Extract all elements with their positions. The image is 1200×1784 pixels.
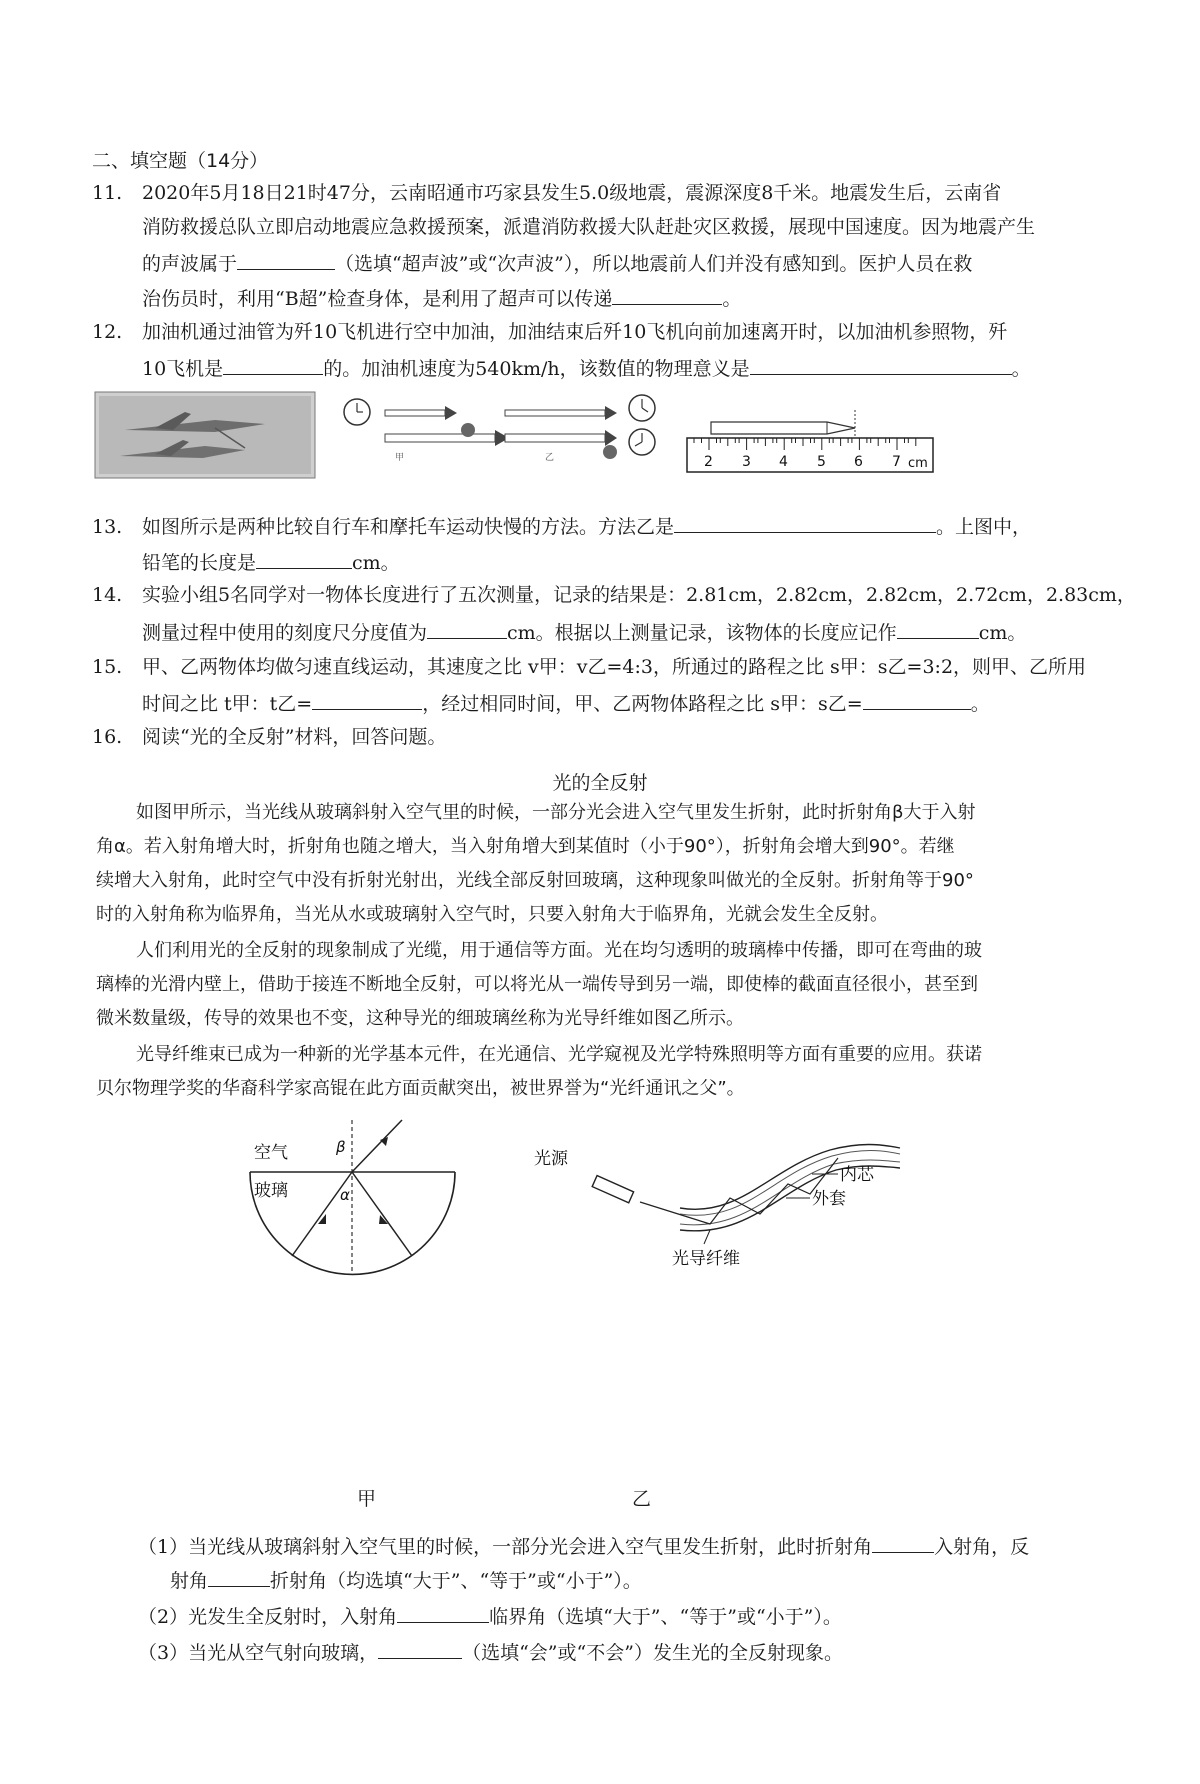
q16-intro: 阅读“光的全反射”材料，回答问题。 xyxy=(142,726,447,748)
figure-label-yi: 乙 xyxy=(545,453,555,463)
q15-line-1: 甲、乙两物体均做匀速直线运动，其速度之比 v甲：v乙=4:3，所通过的路程之比 s甲：s乙=3:2，则甲、乙所用 xyxy=(142,656,1087,678)
article-title: 光的全反射 xyxy=(552,772,648,794)
q11-line-1: 2020年5月18日21时47分，云南昭通市巧家县发生5.0级地震，震源深度8千米。地震发生后，云南省 xyxy=(142,182,1002,204)
article-p3-line: 光导纤维束已成为一种新的光学基本元件，在光通信、光学窥视及光学特殊照明等方面有重要的应用。获诺 xyxy=(136,1044,982,1065)
answer-blank[interactable] xyxy=(674,516,936,533)
answer-blank[interactable] xyxy=(237,253,335,270)
q12-text: 的。加油机速度为540km/h，该数值的物理意义是 xyxy=(323,358,750,380)
sub1-text: 射角 xyxy=(170,1570,209,1592)
article-p2-line: 微米数量级，传导的效果也不变，这种导光的细玻璃丝称为光导纤维如图乙所示。 xyxy=(96,1008,744,1029)
label-optical-fiber: 光导纤维 xyxy=(672,1249,740,1269)
q11-text: 治伤员时，利用“B超”检查身体，是利用了超声可以传递 xyxy=(142,288,613,310)
motorcycle-icon xyxy=(603,445,617,459)
ruler-tick-label: 6 xyxy=(854,454,863,470)
ruler-tick-label: 5 xyxy=(817,454,826,470)
q15-text: 时间之比 t甲：t乙= xyxy=(142,693,313,715)
ruler-figure xyxy=(687,410,933,472)
question-12 xyxy=(92,323,1007,342)
sub1-text: 折射角（均选填“大于”、“等于”或“小于”）。 xyxy=(270,1570,642,1592)
sub1-text: （1）当光线从玻璃斜射入空气里的时候，一部分光会进入空气里发生折射，此时折射角 xyxy=(138,1536,873,1558)
question-number: 14. xyxy=(92,584,123,606)
q11-text: （选填“超声波”或“次声波”），所以地震前人们并没有感知到。医护人员在救 xyxy=(335,253,973,275)
sub3-text: （3）当光从空气射向玻璃， xyxy=(138,1642,379,1664)
aircraft-photo xyxy=(95,392,315,478)
answer-blank[interactable] xyxy=(397,1606,489,1623)
q12-line-1: 加油机通过油管为歼10飞机进行空中加油，加油结束后歼10飞机向前加速离开时，以加油机参照物，歼 xyxy=(142,321,1008,343)
q14-text: cm。根据以上测量记录，该物体的长度应记作 xyxy=(507,622,897,644)
question-number: 12. xyxy=(92,321,123,343)
q13-line-2 xyxy=(142,552,400,573)
label-beta: β xyxy=(336,1138,346,1156)
article-p1-line: 如图甲所示，当光线从玻璃斜射入空气里的时候，一部分光会进入空气里发生折射，此时折射角β大于入射 xyxy=(136,802,976,823)
q12-text: 。 xyxy=(1011,358,1031,380)
arrow-icon xyxy=(605,406,617,420)
arrow-icon xyxy=(605,430,617,446)
q11-text: 的声波属于 xyxy=(142,253,238,275)
pencil xyxy=(711,422,855,434)
q12-line-2 xyxy=(142,358,1031,379)
question-number: 15. xyxy=(92,656,123,678)
q14-line-1: 实验小组5名同学对一物体长度进行了五次测量，记录的结果是：2.81cm，2.82cm，2.82cm，2.72cm，2.83cm， xyxy=(142,584,1136,606)
figure-label-jia: 甲 xyxy=(395,453,405,463)
subquestion-2 xyxy=(138,1606,842,1627)
figure-yi-optical-fiber xyxy=(534,1128,900,1328)
answer-blank[interactable] xyxy=(897,622,979,639)
arrow-icon xyxy=(445,406,457,420)
question-number: 16. xyxy=(92,726,123,748)
answer-blank[interactable] xyxy=(223,358,323,375)
section-title: 二、填空题（14分） xyxy=(92,150,269,172)
question-number: 11. xyxy=(92,182,123,204)
question-number: 13. xyxy=(92,516,123,538)
subquestion-1-line-2 xyxy=(170,1570,642,1591)
figure-row xyxy=(95,390,1085,500)
q11-line-3 xyxy=(142,253,972,274)
figure-yi-caption: 乙 xyxy=(632,1488,652,1510)
ruler-unit: cm xyxy=(908,456,928,471)
label-glass: 玻璃 xyxy=(254,1181,288,1201)
answer-blank[interactable] xyxy=(427,622,507,639)
q13-text: 铅笔的长度是 xyxy=(142,552,257,574)
q15-line-2 xyxy=(142,693,990,714)
label-core: 内芯 xyxy=(840,1165,874,1185)
ruler-tick-label: 7 xyxy=(892,454,901,470)
bicycle-icon xyxy=(461,423,475,437)
incident-ray xyxy=(292,1172,352,1256)
answer-blank[interactable] xyxy=(378,1642,462,1659)
question-13 xyxy=(92,516,1031,537)
question-11 xyxy=(92,184,1001,203)
sub2-text: （2）光发生全反射时，入射角 xyxy=(138,1606,398,1628)
q14-text: cm。 xyxy=(978,622,1027,644)
q15-text: 。 xyxy=(970,693,990,715)
figure-jia-caption: 甲 xyxy=(357,1488,377,1510)
light-path xyxy=(640,1158,838,1224)
q11-line-4 xyxy=(142,288,741,309)
q13-text: 。上图中， xyxy=(936,516,1032,538)
article-p2-line: 人们利用光的全反射的现象制成了光缆，用于通信等方面。光在均匀透明的玻璃棒中传播，即可在弯曲的玻 xyxy=(136,940,982,961)
q13-text: cm。 xyxy=(352,552,400,574)
article-p1-line: 时的入射角称为临界角，当光从水或玻璃射入空气时，只要入射角大于临界角，光就会发生全反射。 xyxy=(96,904,888,925)
subquestion-1 xyxy=(138,1536,1029,1557)
article-p1-line: 角α。若入射角增大时，折射角也随之增大，当入射角增大到某值时（小于90°），折射角会增大到90°。若继 xyxy=(96,836,955,857)
label-light-source: 光源 xyxy=(534,1149,568,1169)
question-15 xyxy=(92,658,1086,677)
answer-blank[interactable] xyxy=(208,1570,270,1587)
sub2-text: 临界角（选填“大于”、“等于”或“小于”）。 xyxy=(489,1606,842,1628)
figure-jia-refraction xyxy=(230,1120,480,1360)
ruler-tick-label: 2 xyxy=(704,454,713,470)
article-p2-line: 璃棒的光滑内壁上，借助于接连不断地全反射，可以将光从一端传导到另一端，即使棒的截面直径很小，甚至到 xyxy=(96,974,978,995)
q11-line-2: 消防救援总队立即启动地震应急救援预案，派遣消防救援大队赶赴灾区救援，展现中国速度。因为地震产生 xyxy=(142,216,1036,238)
q12-text: 10飞机是 xyxy=(142,358,224,380)
q13-text: 如图所示是两种比较自行车和摩托车运动快慢的方法。方法乙是 xyxy=(142,516,675,538)
reflected-ray xyxy=(352,1172,412,1256)
light-source xyxy=(592,1176,633,1203)
label-air: 空气 xyxy=(254,1143,288,1163)
subquestion-3 xyxy=(138,1642,843,1663)
sub3-text: （选填“会”或“不会”）发生光的全反射现象。 xyxy=(462,1642,843,1664)
answer-blank[interactable] xyxy=(872,1536,934,1553)
q14-text: 测量过程中使用的刻度尺分度值为 xyxy=(142,622,428,644)
answer-blank[interactable] xyxy=(863,693,971,710)
label-alpha: α xyxy=(340,1186,350,1204)
article-p1-line: 续增大入射角，此时空气中没有折射光射出，光线全部反射回玻璃，这种现象叫做光的全反射。折射角等于90° xyxy=(96,870,974,891)
article-p3-line: 贝尔物理学奖的华裔科学家高锟在此方面贡献突出，被世界誉为“光纤通讯之父”。 xyxy=(96,1078,745,1099)
q14-line-2 xyxy=(142,622,1026,643)
ruler-tick-label: 4 xyxy=(779,454,788,470)
ruler-tick-label: 3 xyxy=(742,454,751,470)
question-14 xyxy=(92,586,1136,605)
speed-comparison-diagram xyxy=(344,395,655,463)
question-16 xyxy=(92,728,446,747)
answer-blank[interactable] xyxy=(256,552,352,569)
answer-blank[interactable] xyxy=(312,693,422,710)
q11-text: 。 xyxy=(722,288,742,310)
sub1-text: 入射角，反 xyxy=(934,1536,1030,1558)
refracted-ray xyxy=(352,1120,402,1172)
answer-blank[interactable] xyxy=(612,288,722,305)
answer-blank[interactable] xyxy=(750,358,1012,375)
label-cladding: 外套 xyxy=(812,1189,846,1209)
q15-text: ，经过相同时间，甲、乙两物体路程之比 s甲：s乙= xyxy=(422,693,863,715)
